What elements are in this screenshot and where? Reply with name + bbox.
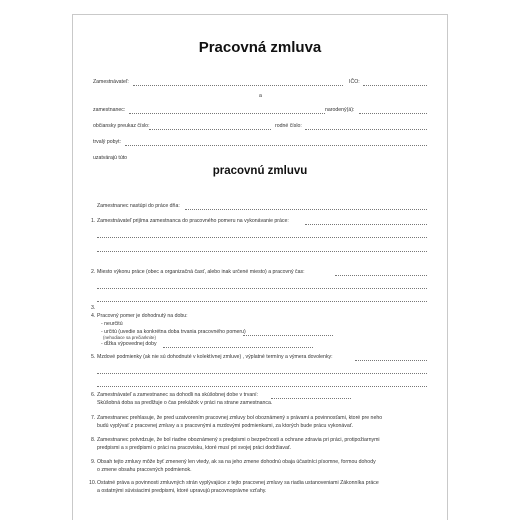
item-2-line-c[interactable]: [97, 301, 427, 302]
and-label: a: [259, 93, 262, 99]
item-10-number: 10.: [89, 480, 97, 486]
birth-label: narodený(á):: [325, 107, 355, 113]
residence-label: trvalý pobyt:: [93, 139, 121, 145]
item-9-number: 9.: [91, 459, 96, 465]
item-9-text-b: o zmene obsahu pracovných podmienok.: [97, 467, 192, 473]
subtitle: pracovnú zmluvu: [212, 165, 308, 177]
item-1-line-b[interactable]: [97, 237, 427, 238]
item-4-number: 4.: [91, 313, 96, 319]
item-6-text-a: Zamestnávateľ a zamestnanec sa dohodli na skúšobnej dobe v trvaní:: [97, 392, 258, 398]
item-4-definite: - určitú (uvedie sa konkrétna doba trvania pracovného pomeru): [101, 329, 246, 335]
birth-number-line[interactable]: [305, 129, 427, 130]
item-4-text: Pracovný pomer je dohodnutý na dobu:: [97, 313, 188, 319]
contract-page: [72, 14, 448, 520]
employer-line[interactable]: [133, 85, 343, 86]
item-1-number: 1.: [91, 218, 96, 224]
item-2-line-b[interactable]: [97, 288, 427, 289]
item-4-note: (nehodiace sa prečiarknite): [103, 335, 156, 340]
item-5-line-c[interactable]: [97, 386, 427, 387]
page-title: Pracovná zmluva: [198, 39, 322, 56]
item-6-text-b: Skúšobná doba sa predlžuje o čas prekážok v práci na strane zamestnanca.: [97, 400, 273, 406]
item-5-text: Mzdové podmienky (ak nie sú dohodnuté v kolektívnej zmluve) , výplatné termíny a výmera dovolenky:: [97, 354, 333, 360]
id-card-label: občiansky preukaz číslo:: [93, 123, 150, 129]
item-10-text-b: a ostatnými súvisiacimi predpismi, ktoré upravujú pracovnoprávne vzťahy.: [97, 488, 267, 494]
item-8-text-a: Zamestnanec potvrdzuje, že bol riadne oboznámený s predpismi o bezpečnosti a ochrane zdravia pri práci, protipožiarnymi: [97, 437, 380, 443]
item-5-number: 5.: [91, 354, 96, 360]
item-1-line-c[interactable]: [97, 251, 427, 252]
item-8-text-b: predpismi a s predpismi o práci na pracovisku, ktoré musí pri svojej práci dodržiavať.: [97, 445, 292, 451]
birth-line[interactable]: [359, 113, 427, 114]
employee-line[interactable]: [129, 113, 325, 114]
item-5-line-b[interactable]: [97, 373, 427, 374]
item-4-notice-line[interactable]: [163, 347, 313, 348]
item-1-line-a[interactable]: [305, 224, 427, 225]
ico-line[interactable]: [363, 85, 427, 86]
item-6-line[interactable]: [271, 398, 351, 399]
item-4-definite-line[interactable]: [243, 335, 333, 336]
item-5-line-a[interactable]: [355, 360, 427, 361]
employer-label: Zamestnávateľ:: [93, 79, 129, 85]
item-3-number: 3.: [91, 305, 96, 311]
ico-label: IČO:: [349, 79, 360, 85]
start-date-line[interactable]: [185, 209, 427, 210]
conclude-label: uzatvárajú túto: [93, 155, 128, 161]
item-4-indefinite: - neurčitú: [101, 321, 123, 327]
start-date-text: Zamestnanec nastúpi do práce dňa:: [97, 203, 180, 209]
item-4-notice-period: - dĺžka výpovednej doby: [101, 341, 157, 347]
item-1-text: Zamestnávateľ prijíma zamestnanca do pracovného pomeru na vykonávanie práce:: [97, 218, 289, 224]
id-card-line[interactable]: [149, 129, 271, 130]
item-10-text-a: Ostatné práva a povinnosti zmluvných strán vyplývajúce z tejto pracovnej zmluvy sa riadia ustanoveniami Zákonníka práce: [97, 480, 379, 486]
item-7-number: 7.: [91, 415, 96, 421]
item-7-text-b: budú vyplývať z pracovnej zmluvy a s pracovnými a mzdovými podmienkami, za ktorých bude prácu vykonávať.: [97, 423, 354, 429]
employee-label: zamestnanec:: [93, 107, 126, 113]
item-8-number: 8.: [91, 437, 96, 443]
item-2-line-a[interactable]: [335, 275, 427, 276]
item-7-text-a: Zamestnanec prehlasuje, že pred uzatvorením pracovnej zmluvy bol oboznámený s právami a povinnosťami, ktoré pre neho: [97, 415, 383, 421]
item-2-number: 2.: [91, 269, 96, 275]
residence-line[interactable]: [125, 145, 427, 146]
item-9-text-a: Obsah tejto zmluvy môže byť zmenený len vtedy, ak sa na jeho zmene dohodnú obaja účastníci písomne, formou dohody: [97, 459, 376, 465]
item-6-number: 6.: [91, 392, 96, 398]
item-2-text: Miesto výkonu práce (obec a organizačná časť, alebo inak určené miesto) a pracovný čas:: [97, 269, 305, 275]
birth-number-label: rodné číslo:: [275, 123, 302, 129]
